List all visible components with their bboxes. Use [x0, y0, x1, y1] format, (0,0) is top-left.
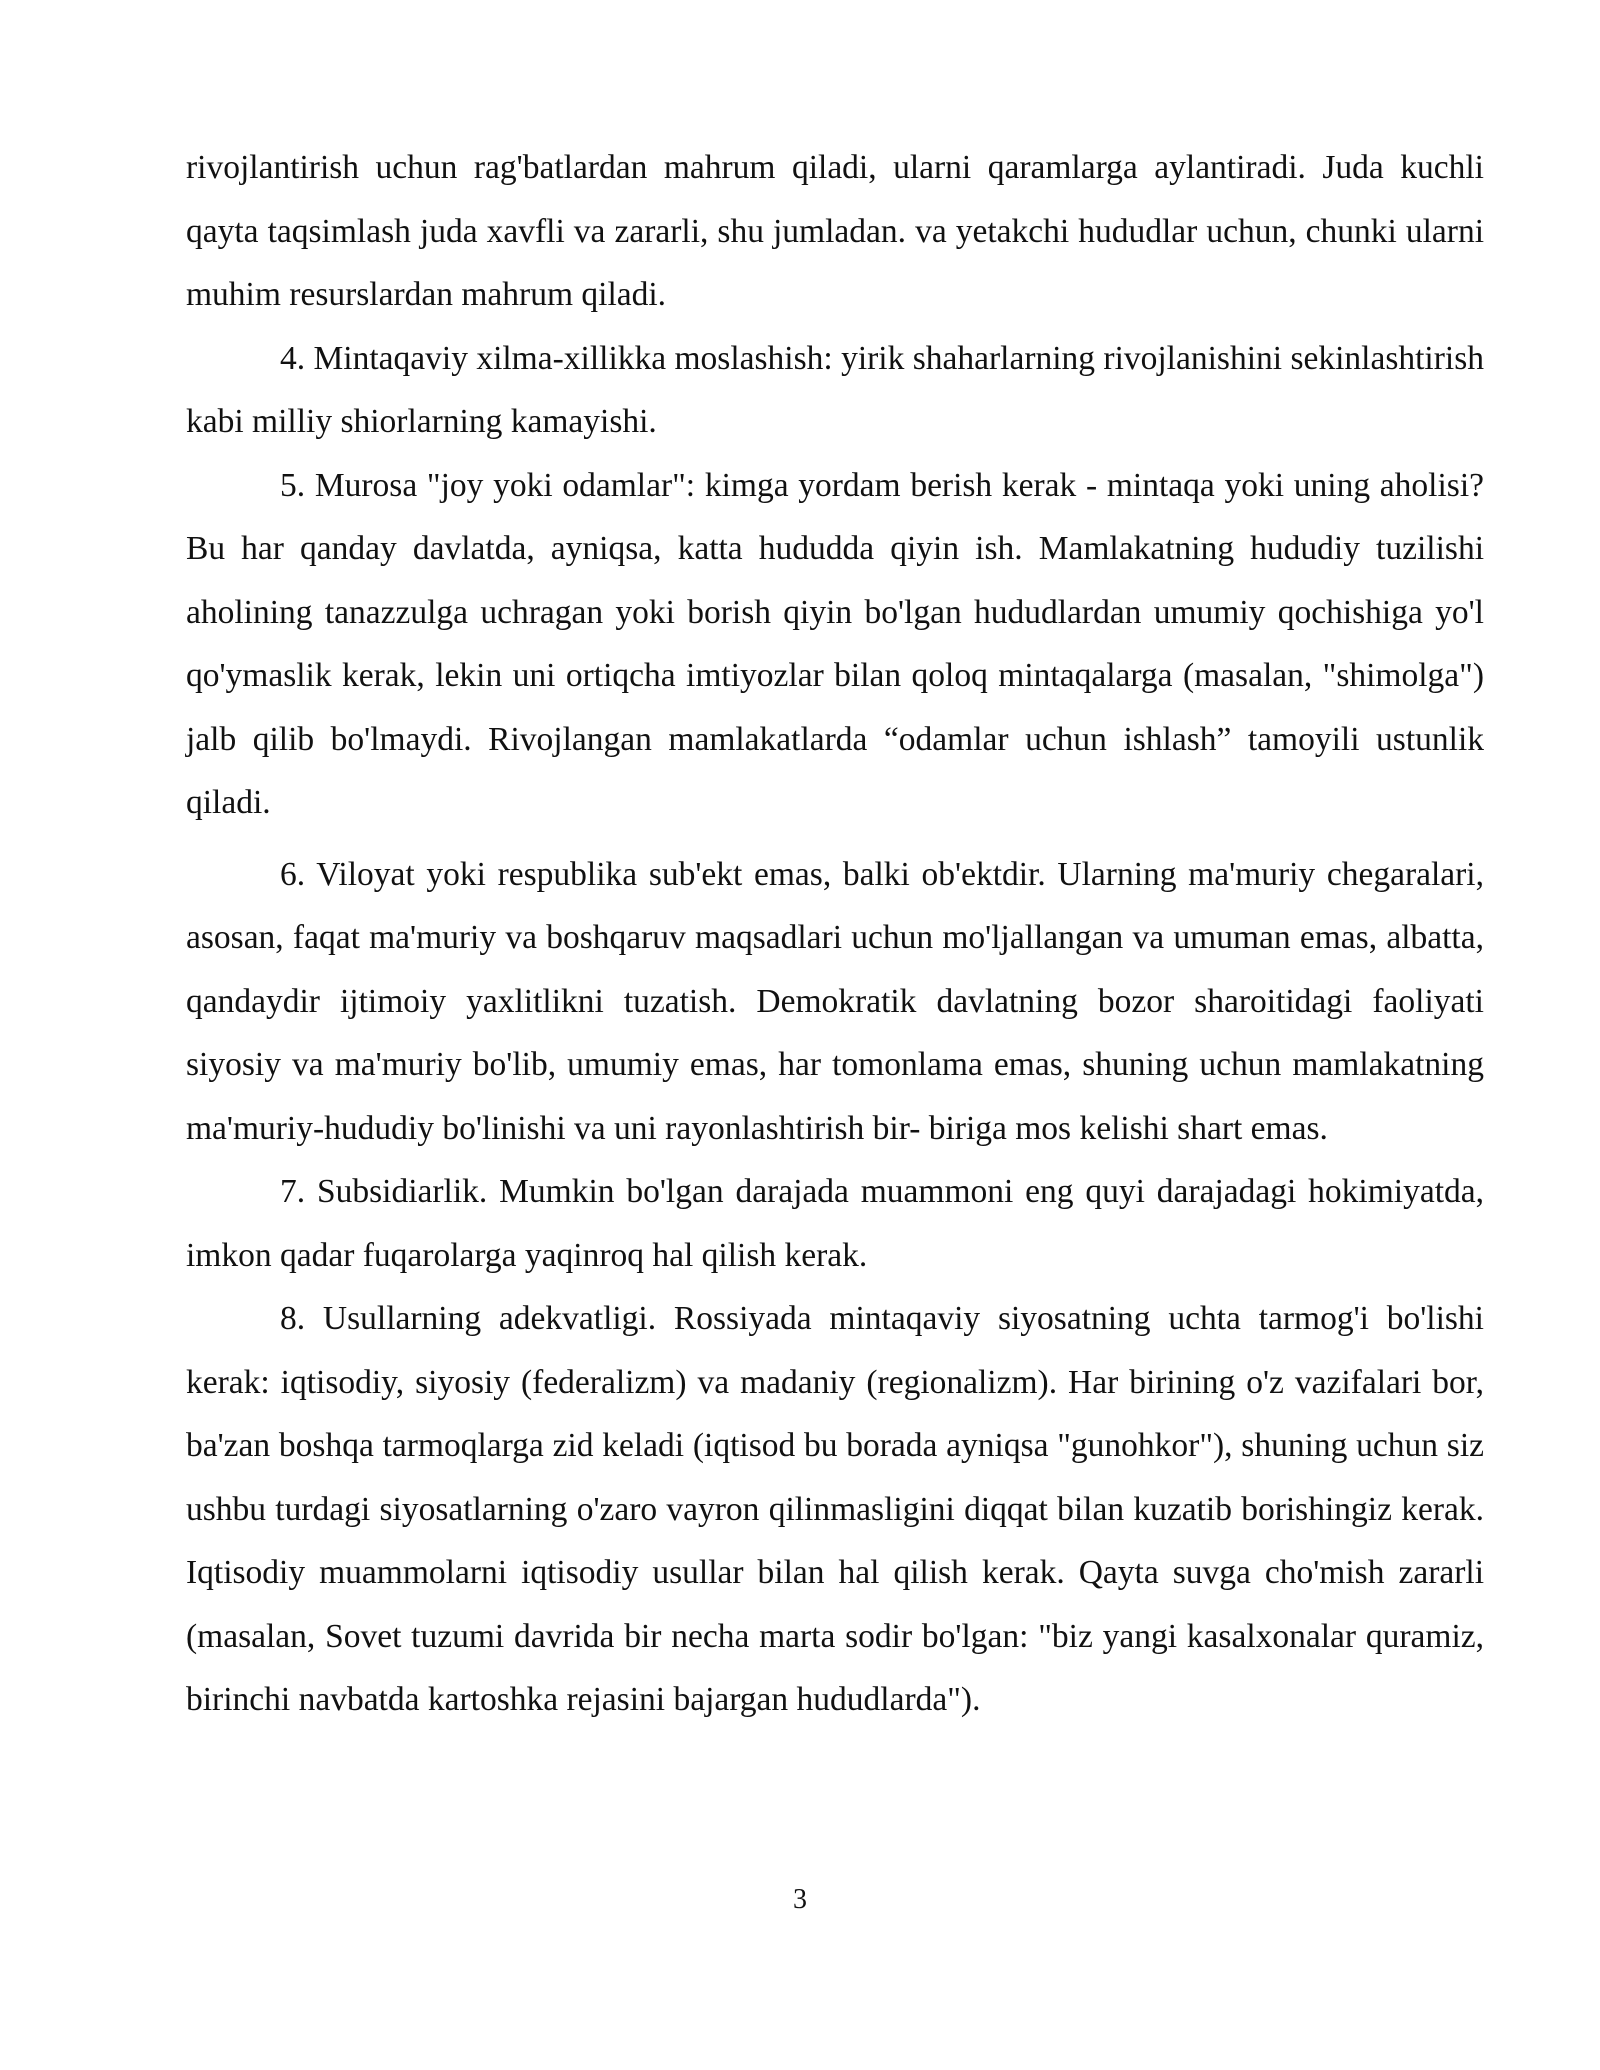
paragraph-item-6: 6. Viloyat yoki respublika sub'ekt emas, balki ob'ektdir. Ularning ma'muriy chegaralari, asosan, faqat ma'muriy va boshqaruv maqsadlari uchun mo'ljallangan va umuman emas, albatta, qandaydir ijtimoiy yaxlitlikni tuzatish. Demokratik davlatning bozor sharoitidagi faoliyati siyosiy va ma'muriy bo'lib, umumiy emas, har tomonlama emas, shuning uchun mamlakatning ma'muriy-hududiy bo'linishi va uni rayonlashtirish bir- biriga mos kelishi shart emas.: [186, 855, 1484, 1147]
paragraph-item-4: 4. Mintaqaviy xilma-xillikka moslashish: yirik shaharlarning rivojlanishini sekinlashtirish kabi milliy shiorlarning kamayishi.: [186, 339, 1484, 440]
page-number: 3: [793, 1884, 807, 1915]
paragraph-item-5: 5. Murosa "joy yoki odamlar": kimga yordam berish kerak - mintaqa yoki uning aholisi? Bu har qanday davlatda, ayniqsa, katta hududda qiyin ish. Mamlakatning hududiy tuzilishi aholining tanazzulga uchragan yoki borish qiyin bo'lgan hududlardan umumiy qochishiga yo'l qo'ymaslik kerak, lekin uni ortiqcha imtiyozlar bilan qoloq mintaqalarga (masalan, "shimolga") jalb qilib bo'lmaydi. Rivojlangan mamlakatlarda “odamlar uchun ishlash” tamoyili ustunlik qiladi.: [186, 466, 1484, 821]
paragraph-item-7: 7. Subsidiarlik. Mumkin bo'lgan darajada muammoni eng quyi darajadagi hokimiyatda, imkon qadar fuqarolarga yaqinroq hal qilish kerak.: [186, 1173, 1484, 1274]
paragraph-item-8: 8. Usullarning adekvatligi. Rossiyada mintaqaviy siyosatning uchta tarmog'i bo'lishi kerak: iqtisodiy, siyosiy (federalizm) va madaniy (regionalizm). Har birining o'z vazifalari bor, ba'zan boshqa tarmoqlarga zid keladi (iqtisod bu borada ayniqsa "gunohkor"), shuning uchun siz ushbu turdagi siyosatlarning o'zaro vayron qilinmasligini diqqat bilan kuzatib borishingiz kerak. Iqtisodiy muammolarni iqtisodiy usullar bilan hal qilish kerak. Qayta suvga cho'mish zararli (masalan, Sovet tuzumi davrida bir necha marta sodir bo'lgan: "biz yangi kasalxonalar quramiz, birinchi navbatda kartoshka rejasini bajargan hududlarda").: [186, 1300, 1484, 1718]
paragraph-continuation: rivojlantirish uchun rag'batlardan mahrum qiladi, ularni qaramlarga aylantiradi. Juda kuchli qayta taqsimlash juda xavfli va zararli, shu jumladan. va yetakchi hududlar uchun, chunki ularni muhim resurslardan mahrum qiladi.: [186, 149, 1484, 313]
page-body: [186, 136, 1484, 1732]
